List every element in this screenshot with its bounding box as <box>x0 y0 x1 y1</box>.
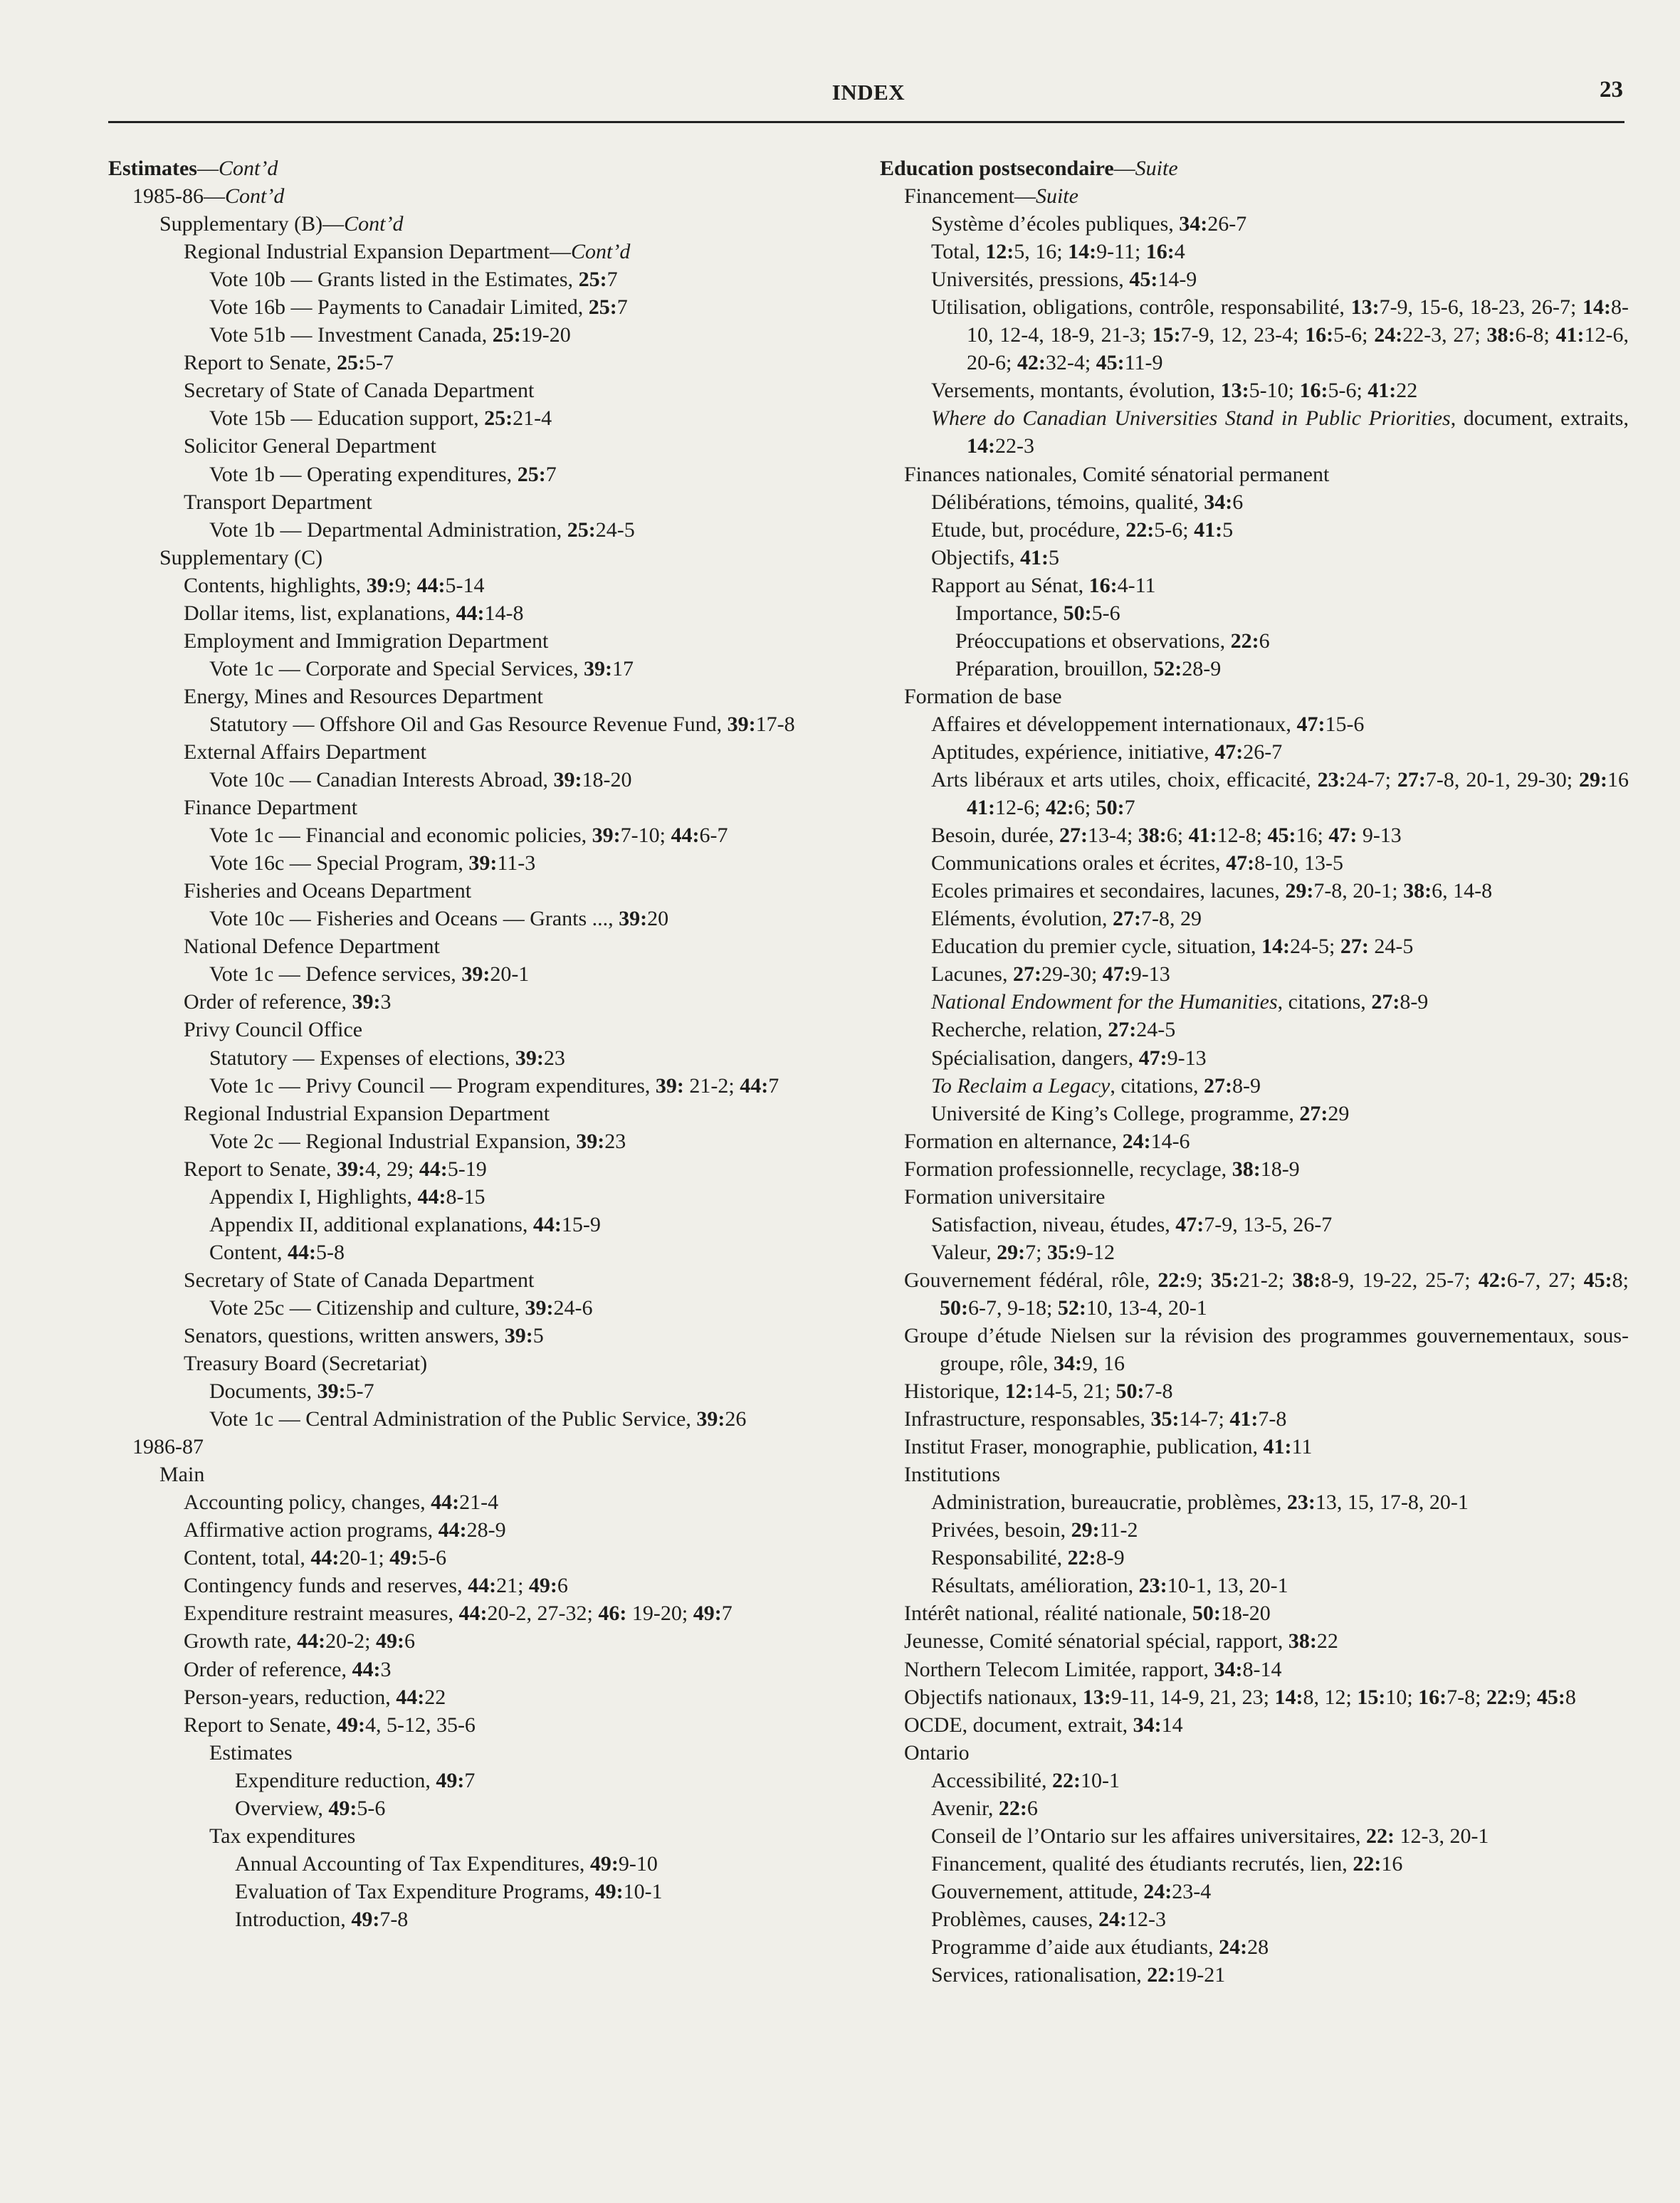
index-entry: Employment and Immigration Department <box>184 629 549 653</box>
index-entry: Content, 44:5-8 <box>209 1240 345 1264</box>
index-entry: Solicitor General Department <box>184 434 436 458</box>
index-entry: Contingency funds and reserves, 44:21; 49:6 <box>184 1574 568 1598</box>
index-entry: Education du premier cycle, situation, 14:24-5; 27: 24-5 <box>931 935 1414 959</box>
index-entry: Accounting policy, changes, 44:21-4 <box>184 1490 499 1515</box>
index-entry: To Reclaim a Legacy, citations, 27:8-9 <box>931 1073 1261 1098</box>
page-header-title: INDEX <box>831 80 905 105</box>
index-entry: Expenditure reduction, 49:7 <box>235 1768 476 1792</box>
index-entry: Finance Department <box>184 796 358 820</box>
index-entry: 1986-87 <box>132 1435 204 1459</box>
index-entry: Statutory — Offshore Oil and Gas Resource Revenue Fund, 39:17-8 <box>209 712 795 736</box>
index-entry: Groupe d’étude Nielsen sur la révision des programmes gouvernementaux, sous-groupe, rôle, 34:9, 16 <box>904 1323 1629 1376</box>
index-entry: Conseil de l’Ontario sur les affaires universitaires, 22: 12-3, 20-1 <box>931 1824 1489 1848</box>
index-entry: Gouvernement, attitude, 24:23-4 <box>931 1879 1212 1903</box>
index-entry: Responsabilité, 22:8-9 <box>931 1546 1125 1570</box>
index-heading: Estimates—Cont’d <box>108 157 278 180</box>
index-entry: Regional Industrial Expansion Department <box>184 1101 550 1125</box>
index-entry: Content, total, 44:20-1; 49:5-6 <box>184 1546 447 1570</box>
index-entry: Gouvernement fédéral, rôle, 22:9; 35:21-2; 38:8-9, 19-22, 25-7; 42:6-7, 27; 45:8; 50:6-7, 9-18; 52:10, 13-4, 20-1 <box>904 1268 1629 1320</box>
index-entry: Growth rate, 44:20-2; 49:6 <box>184 1629 415 1653</box>
index-entry: Affaires et développement internationaux, 47:15-6 <box>931 712 1365 736</box>
index-entry: Vote 51b — Investment Canada, 25:19-20 <box>209 323 571 347</box>
index-entry: Main <box>159 1463 205 1487</box>
index-entry: Valeur, 29:7; 35:9-12 <box>931 1240 1115 1264</box>
index-heading: Education postsecondaire—Suite <box>880 157 1178 180</box>
index-entry: 1985-86—Cont’d <box>132 184 285 209</box>
index-entry: Annual Accounting of Tax Expenditures, 49:9-10 <box>235 1851 658 1876</box>
header-rule <box>108 121 1624 123</box>
index-entry: Finances nationales, Comité sénatorial permanent <box>904 462 1330 486</box>
index-entry: Report to Senate, 39:4, 29; 44:5-19 <box>184 1157 487 1181</box>
index-entry: Résultats, amélioration, 23:10-1, 13, 20-1 <box>931 1574 1288 1598</box>
index-entry: Transport Department <box>184 490 372 514</box>
index-entry: Institut Fraser, monographie, publication, 41:11 <box>904 1435 1313 1459</box>
index-entry: Aptitudes, expérience, initiative, 47:26-7 <box>931 740 1283 764</box>
index-entry: Intérêt national, réalité nationale, 50:18-20 <box>904 1602 1271 1626</box>
index-entry: Délibérations, témoins, qualité, 34:6 <box>931 490 1244 514</box>
index-entry: Administration, bureaucratie, problèmes, 23:13, 15, 17-8, 20-1 <box>931 1490 1469 1515</box>
index-entry: Report to Senate, 49:4, 5-12, 35-6 <box>184 1713 476 1737</box>
index-entry: Vote 1c — Privy Council — Program expenditures, 39: 21-2; 44:7 <box>209 1073 779 1098</box>
index-entry: Jeunesse, Comité sénatorial spécial, rapport, 38:22 <box>904 1629 1338 1653</box>
index-entry: Statutory — Expenses of elections, 39:23 <box>209 1046 565 1070</box>
index-entry: Préoccupations et observations, 22:6 <box>955 629 1270 653</box>
index-entry: Financement—Suite <box>904 184 1078 209</box>
index-entry: Total, 12:5, 16; 14:9-11; 16:4 <box>931 240 1185 264</box>
index-entry: Services, rationalisation, 22:19-21 <box>931 1963 1226 1987</box>
index-entry: Besoin, durée, 27:13-4; 38:6; 41:12-8; 45:16; 47: 9-13 <box>931 824 1402 848</box>
index-entry: Utilisation, obligations, contrôle, responsabilité, 13:7-9, 15-6, 18-23, 26-7; 14:8-10, 12-4, 18-9, 21-3; 15:7-9, 12, 23-4; 16:5-6; 24:22-3, 27; 38:6-8; 41:12-6, 20-6; 42:32-4; 45:11-9 <box>931 295 1629 375</box>
index-entry: Spécialisation, dangers, 47:9-13 <box>931 1046 1207 1070</box>
index-entry: Introduction, 49:7-8 <box>235 1907 409 1931</box>
index-entry: Order of reference, 44:3 <box>184 1657 392 1681</box>
index-entry: Vote 1c — Central Administration of the Public Service, 39:26 <box>209 1407 747 1431</box>
index-entry: Regional Industrial Expansion Department—Cont’d <box>184 240 631 264</box>
index-entry: Appendix I, Highlights, 44:8-15 <box>209 1184 485 1209</box>
index-entry: Supplementary (B)—Cont’d <box>159 212 404 236</box>
index-entry: Treasury Board (Secretariat) <box>184 1352 428 1376</box>
index-entry: Problèmes, causes, 24:12-3 <box>931 1907 1166 1931</box>
index-entry: Secretary of State of Canada Department <box>184 1268 535 1292</box>
index-entry: Système d’écoles publiques, 34:26-7 <box>931 212 1247 236</box>
index-entry: Eléments, évolution, 27:7-8, 29 <box>931 907 1202 931</box>
index-entry: Formation professionnelle, recyclage, 38:18-9 <box>904 1157 1300 1181</box>
index-entry: Financement, qualité des étudiants recrutés, lien, 22:16 <box>931 1851 1403 1876</box>
index-entry: Senators, questions, written answers, 39:5 <box>184 1323 544 1347</box>
index-entry: Estimates <box>209 1740 293 1765</box>
index-entry: Order of reference, 39:3 <box>184 990 392 1014</box>
page-number: 23 <box>1600 77 1623 102</box>
index-entry: Documents, 39:5-7 <box>209 1379 374 1404</box>
index-entry: Importance, 50:5-6 <box>955 601 1120 625</box>
index-entry: Vote 16c — Special Program, 39:11-3 <box>209 851 536 876</box>
index-entry: Arts libéraux et arts utiles, choix, efficacité, 23:24-7; 27:7-8, 20-1, 29-30; 29:16 41:12-6; 42:6; 50:7 <box>931 768 1629 820</box>
index-entry: Vote 10b — Grants listed in the Estimates, 25:7 <box>209 268 618 292</box>
index-entry: Vote 16b — Payments to Canadair Limited, 25:7 <box>209 295 628 320</box>
index-entry: Formation de base <box>904 684 1062 708</box>
index-entry: Secretary of State of Canada Department <box>184 379 535 403</box>
index-entry: Person-years, reduction, 44:22 <box>184 1685 446 1709</box>
index-entry: Recherche, relation, 27:24-5 <box>931 1018 1176 1042</box>
index-entry: Objectifs nationaux, 13:9-11, 14-9, 21, 23; 14:8, 12; 15:10; 16:7-8; 22:9; 45:8 <box>904 1685 1576 1709</box>
index-entry: Vote 25c — Citizenship and culture, 39:24-6 <box>209 1295 593 1320</box>
index-entry: Vote 1c — Corporate and Special Services, 39:17 <box>209 656 634 680</box>
index-entry: National Defence Department <box>184 935 440 959</box>
index-entry: Privy Council Office <box>184 1018 363 1042</box>
index-entry: Dollar items, list, explanations, 44:14-8 <box>184 601 524 625</box>
index-column-right <box>880 154 1629 1989</box>
index-entry: National Endowment for the Humanities, citations, 27:8-9 <box>931 990 1429 1014</box>
index-entry: Vote 15b — Education support, 25:21-4 <box>209 406 552 431</box>
index-entry: Vote 10c — Canadian Interests Abroad, 39:18-20 <box>209 768 632 792</box>
index-entry: Préparation, brouillon, 52:28-9 <box>955 656 1222 680</box>
index-entry: Communications orales et écrites, 47:8-10, 13-5 <box>931 851 1344 876</box>
index-entry: Historique, 12:14-5, 21; 50:7-8 <box>904 1379 1173 1404</box>
index-entry: Infrastructure, responsables, 35:14-7; 41:7-8 <box>904 1407 1287 1431</box>
index-entry: Evaluation of Tax Expenditure Programs, 49:10-1 <box>235 1879 663 1903</box>
index-entry: Formation universitaire <box>904 1184 1106 1209</box>
index-entry: Tax expenditures <box>209 1824 356 1848</box>
index-entry: Supplementary (C) <box>159 545 323 569</box>
index-entry: External Affairs Department <box>184 740 426 764</box>
index-entry: Privées, besoin, 29:11-2 <box>931 1518 1138 1542</box>
index-entry: Northern Telecom Limitée, rapport, 34:8-14 <box>904 1657 1282 1681</box>
index-entry: Overview, 49:5-6 <box>235 1796 386 1820</box>
index-entry: Institutions <box>904 1463 1001 1487</box>
index-entry: Vote 1c — Defence services, 39:20-1 <box>209 962 530 987</box>
index-entry: Formation en alternance, 24:14-6 <box>904 1129 1190 1153</box>
index-entry: Report to Senate, 25:5-7 <box>184 351 394 375</box>
index-entry: Appendix II, additional explanations, 44:15-9 <box>209 1212 601 1236</box>
index-entry: OCDE, document, extrait, 34:14 <box>904 1713 1183 1737</box>
index-entry: Expenditure restraint measures, 44:20-2, 27-32; 46: 19-20; 49:7 <box>184 1602 733 1626</box>
index-entry: Ecoles primaires et secondaires, lacunes, 29:7-8, 20-1; 38:6, 14-8 <box>931 879 1493 903</box>
index-entry: Accessibilité, 22:10-1 <box>931 1768 1120 1792</box>
index-entry: Satisfaction, niveau, études, 47:7-9, 13-5, 26-7 <box>931 1212 1333 1236</box>
index-entry: Affirmative action programs, 44:28-9 <box>184 1518 506 1542</box>
index-entry: Vote 1b — Departmental Administration, 25:24-5 <box>209 517 635 542</box>
index-entry: Contents, highlights, 39:9; 44:5-14 <box>184 573 485 597</box>
index-entry: Programme d’aide aux étudiants, 24:28 <box>931 1935 1269 1959</box>
index-entry: Objectifs, 41:5 <box>931 545 1059 569</box>
index-entry: Versements, montants, évolution, 13:5-10; 16:5-6; 41:22 <box>931 379 1418 403</box>
index-entry: Vote 1c — Financial and economic policies, 39:7-10; 44:6-7 <box>209 824 728 848</box>
index-entry: Avenir, 22:6 <box>931 1796 1038 1820</box>
index-column-left <box>108 154 864 1933</box>
index-entry: Fisheries and Oceans Department <box>184 879 472 903</box>
index-entry: Université de King’s College, programme, 27:29 <box>931 1101 1350 1125</box>
index-entry: Lacunes, 27:29-30; 47:9-13 <box>931 962 1170 987</box>
index-entry: Universités, pressions, 45:14-9 <box>931 268 1197 292</box>
index-entry: Vote 2c — Regional Industrial Expansion, 39:23 <box>209 1129 626 1153</box>
index-entry: Where do Canadian Universities Stand in Public Priorities, document, extraits, 14:22-3 <box>931 406 1629 458</box>
index-entry: Energy, Mines and Resources Department <box>184 684 543 708</box>
index-entry: Vote 1b — Operating expenditures, 25:7 <box>209 462 557 486</box>
index-entry: Rapport au Sénat, 16:4-11 <box>931 573 1156 597</box>
index-entry: Vote 10c — Fisheries and Oceans — Grants ..., 39:20 <box>209 907 669 931</box>
index-entry: Ontario <box>904 1740 970 1765</box>
index-entry: Etude, but, procédure, 22:5-6; 41:5 <box>931 517 1234 542</box>
